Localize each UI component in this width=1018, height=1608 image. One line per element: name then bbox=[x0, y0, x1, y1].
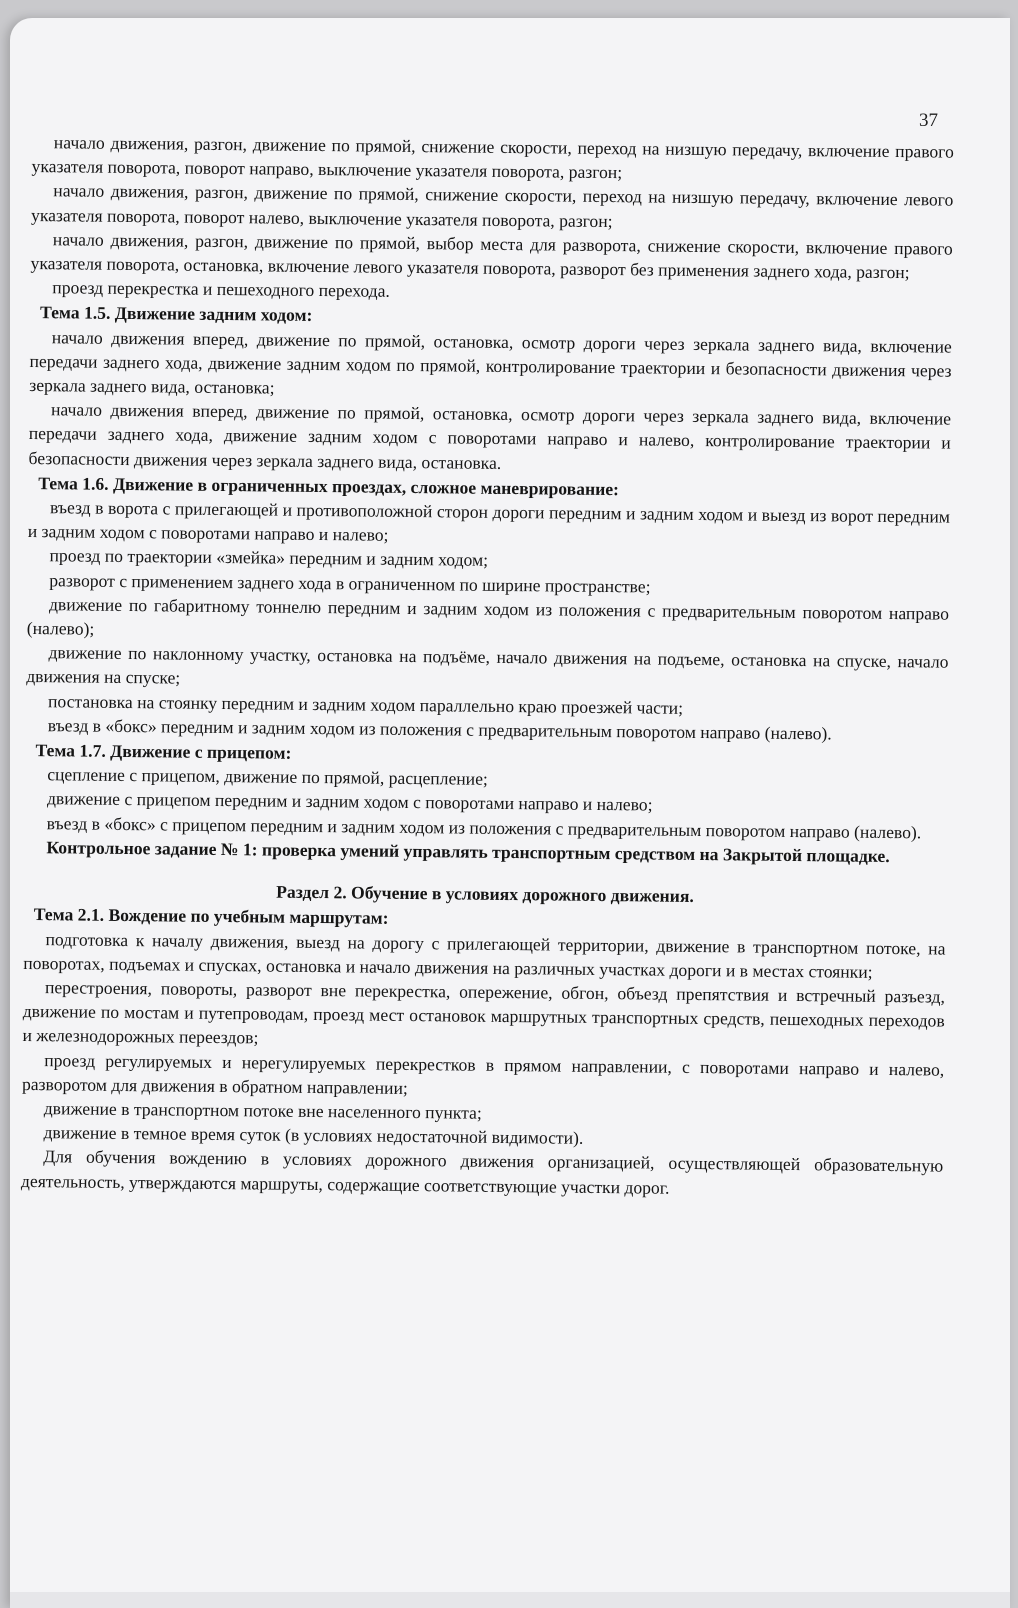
paragraph: начало движения, разгон, движение по прямой, снижение скорости, переход на низшую передачу, включение левого указателя поворота, поворот налево, выключение указателя поворота, разгон; bbox=[31, 180, 954, 231]
paragraph: въезд в «бокс» с прицепом передним и задним ходом из положения с предварительным поворотом направо (налево). bbox=[46, 812, 922, 843]
paragraph: проезд по траектории «змейка» передним и задним ходом; bbox=[49, 545, 489, 571]
paragraph: движение по наклонному участку, остановка на подъёме, начало движения на подъеме, остановка на спуске, начало движения на спуске; bbox=[26, 642, 949, 689]
paragraph: разворот с применением заднего хода в ограниченном по ширине пространстве; bbox=[49, 569, 651, 597]
document-page bbox=[10, 18, 1010, 1608]
paragraph: движение с прицепом передним и задним ходом с поворотами направо и налево; bbox=[46, 788, 653, 816]
page-number: 37 bbox=[919, 110, 938, 131]
paragraph: подготовка к началу движения, выезд на дорогу с прилегающей территории, движение в транспортном потоке, на поворотах, подъемах и спусках, остановка и начало движения на различных участках дороги и в местах стоянки; bbox=[23, 928, 946, 982]
topic-heading: Тема 1.5. Движение задним ходом: bbox=[39, 302, 313, 326]
paragraph: начало движения вперед, движение по прямой, остановка, осмотр дороги через зеркала заднего вида, включение передачи заднего хода, движение задним ходом с поворотами направо и налево, контролирование траектории и безопасности движения через зеркала заднего вида, остановка. bbox=[28, 399, 952, 473]
paragraph: въезд в ворота с прилегающей и противоположной сторон дороги передним и задним ходом и выезд из ворот передним и задним ходом с поворотами направо и налево; bbox=[27, 497, 951, 546]
paragraph: сцепление с прицепом, движение по прямой, расцепление; bbox=[47, 764, 488, 790]
paragraph: начало движения вперед, движение по прямой, остановка, осмотр дороги через зеркала заднего вида, включение передачи заднего хода, движение задним ходом по прямой, контролирование траектории и безопасности движения через зеркала заднего вида, остановка; bbox=[29, 326, 952, 398]
paragraph: движение в транспортном потоке вне населенного пункта; bbox=[43, 1098, 482, 1123]
paragraph: постановка на стоянку передним и задним ходом параллельно краю проезжей части; bbox=[47, 690, 684, 718]
paragraph: перестроения, повороты, разворот вне перекрестка, опережение, обгон, объезд препятствия и встречный разъезд, движение по мостам и путепроводам, проезд мест остановок маршрутных транспортных средств, пешеходных переходов и железнодорожных переездов; bbox=[22, 977, 946, 1048]
paragraph: начало движения, разгон, движение по прямой, снижение скорости, переход на низшую передачу, включение правого указателя поворота, поворот направо, выключение указателя поворота, разгон; bbox=[31, 132, 954, 183]
paragraph: движение в темное время суток (в условиях недостаточной видимости). bbox=[43, 1122, 584, 1148]
control-task: Контрольное задание № 1: проверка умений управлять транспортным средством на Закрытой площадке. bbox=[46, 837, 890, 866]
paragraph: Для обучения вождению в условиях дорожного движения организацией, осуществляющей образовательную деятельность, утверждаются маршруты, содержащие соответствующие участки дорог. bbox=[20, 1146, 944, 1198]
topic-heading: Тема 2.1. Вождение по учебным маршрутам: bbox=[33, 904, 389, 929]
paragraph: начало движения, разгон, движение по прямой, выбор места для разворота, снижение скорости, включение правого указателя поворота, остановка, включение левого указателя поворота, разворот без применения заднего хода, разгон; bbox=[30, 229, 953, 283]
page-bottom-edge bbox=[10, 1592, 1010, 1608]
topic-heading: Тема 1.7. Движение с прицепом: bbox=[35, 740, 292, 763]
paragraph: движение по габаритному тоннелю передним и задним ходом из положения с предварительным поворотом направо (налево); bbox=[26, 594, 950, 639]
topic-heading: Тема 1.6. Движение в ограниченных проездах, сложное маневрирование: bbox=[38, 472, 620, 500]
page-text bbox=[21, 130, 954, 1202]
paragraph: въезд в «бокс» передним и задним ходом из положения с предварительным поворотом направо (налево). bbox=[47, 715, 832, 744]
paragraph: проезд перекрестка и пешеходного перехода. bbox=[52, 277, 390, 301]
paragraph: проезд регулируемых и нерегулируемых перекрестков в прямом направлении, с поворотами направо и налево, разворотом для движения в обратном направлении; bbox=[21, 1049, 945, 1098]
section-title: Раздел 2. Обучение в условиях дорожного движения. bbox=[276, 881, 694, 907]
